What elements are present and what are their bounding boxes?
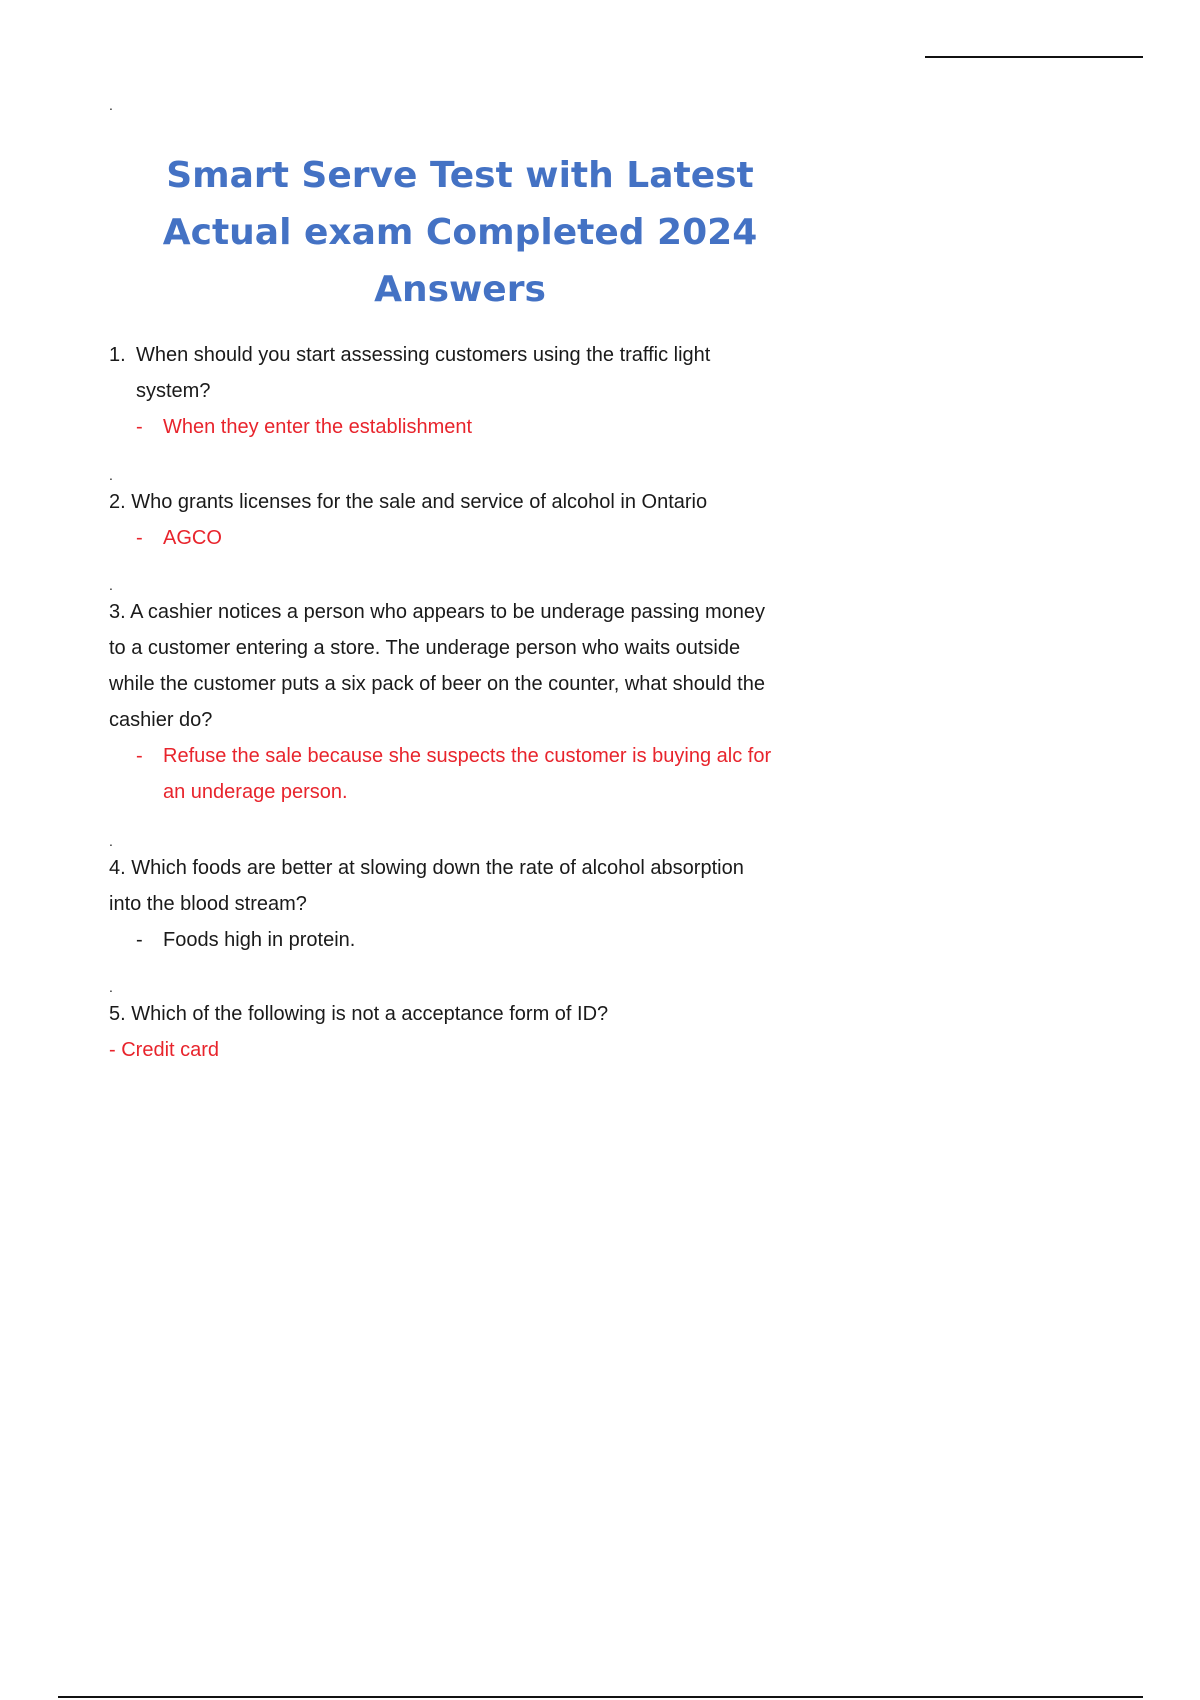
question-3-text-line-1: A cashier notices a person who appears to be underage passing money [130,601,765,623]
question-3-text-line-4: cashier do? [109,709,213,731]
separator-dot-2: . [109,577,113,593]
answer-2-bullet: - [136,527,143,549]
header-rule [925,56,1143,58]
answer-2-text: AGCO [163,527,222,549]
question-block-4 [109,850,829,958]
separator-dot-1: . [109,467,113,483]
question-2-line [109,484,829,520]
separator-dot-4: . [109,979,113,995]
question-4-number: 4. [109,857,126,879]
question-2-number: 2. [109,491,126,513]
question-block-2 [109,484,829,556]
question-block-1 [109,337,829,445]
top-dot-mark: . [109,97,113,113]
separator-dot-3: . [109,833,113,849]
answer-5 [109,1032,829,1068]
answer-2 [109,520,829,556]
answer-4 [109,922,829,958]
question-2-text-line-1: Who grants licenses for the sale and service of alcohol in Ontario [131,491,708,513]
question-5-number: 5. [109,1003,126,1025]
question-1-line-1 [109,337,829,373]
question-3-text-line-3: while the customer puts a six pack of beer on the counter, what should the [109,673,765,695]
question-5-text-line-1: Which of the following is not a acceptance form of ID? [131,1003,609,1025]
footer-rule [58,1696,1143,1698]
answer-1-text: When they enter the establishment [163,416,473,438]
answer-3-bullet: - [136,745,143,767]
answer-3-continued [109,774,829,810]
answer-5-bullet: - [109,1039,116,1061]
question-5-line [109,996,829,1032]
question-1-number: 1. [109,344,126,366]
question-1-text-line-2: system? [136,380,211,402]
question-3-number: 3. [109,601,126,623]
answer-3-text-line-2: an underage person. [163,781,348,803]
answer-4-text: Foods high in protein. [163,929,356,951]
question-block-3 [109,594,829,810]
answer-5-text: Credit card [121,1039,220,1061]
answer-4-bullet: - [136,929,143,951]
question-1-text-line-1: When should you start assessing customers using the traffic light [136,344,711,366]
answer-3-text-line-1: Refuse the sale because she suspects the customer is buying alc for [163,745,772,767]
question-4-text-line-2: into the blood stream? [109,893,307,915]
answer-1-bullet: - [136,416,143,438]
answer-3 [109,738,829,774]
document-title: Smart Serve Test with Latest Actual exam Completed 2024 Answers [162,155,758,310]
question-4-line-1 [109,850,829,886]
question-3-line-1 [109,594,829,630]
question-3-text-line-2: to a customer entering a store. The underage person who waits outside [109,637,741,659]
answer-1 [109,409,829,445]
question-block-5 [109,996,829,1068]
question-4-text-line-1: Which foods are better at slowing down the rate of alcohol absorption [131,857,744,879]
